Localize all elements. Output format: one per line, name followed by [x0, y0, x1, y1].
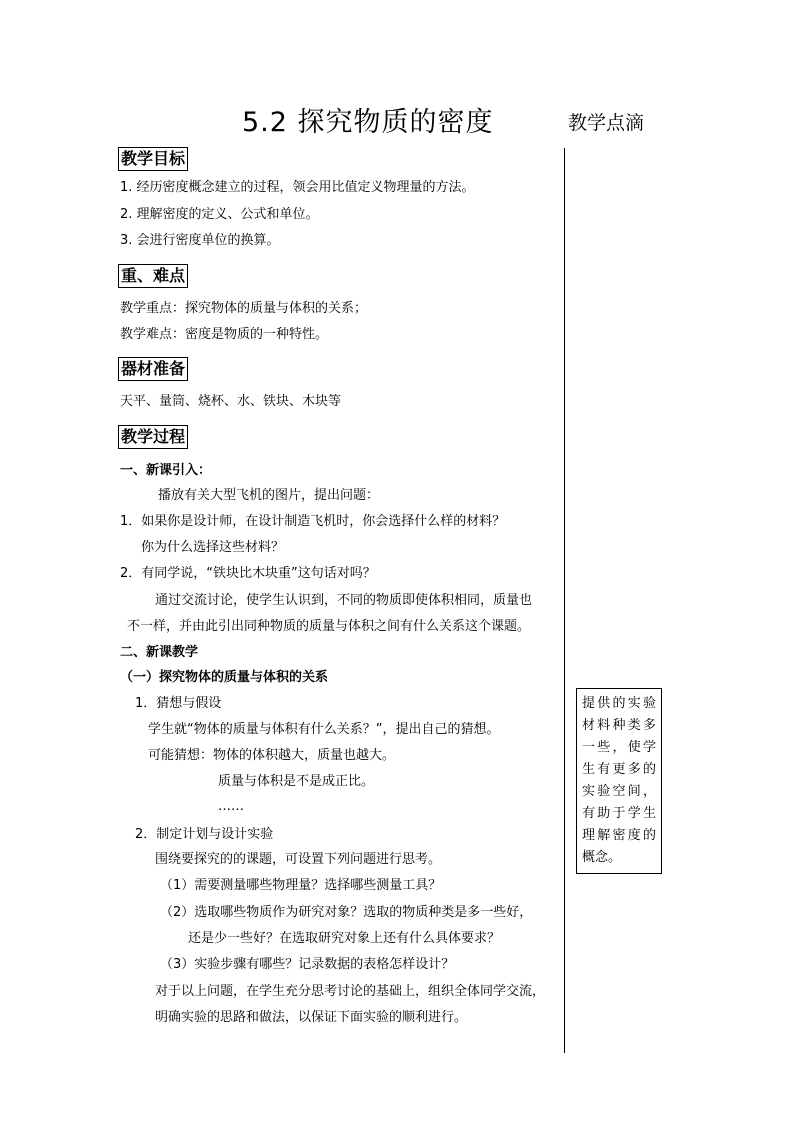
- column-divider: [564, 148, 565, 1053]
- objective-item: 1. 经历密度概念建立的过程，领会用比值定义物理量的方法。: [120, 180, 475, 195]
- process-line: 明确实验的思路和做法，以保证下面实验的顺利进行。: [155, 1010, 468, 1025]
- process-line: 1．如果你是设计师，在设计制造飞机时，你会选择什么样的材料？: [120, 514, 506, 529]
- heading-materials: 器材准备: [118, 357, 188, 381]
- materials-text: 天平、量筒、烧杯、水、铁块、木块等: [120, 394, 342, 409]
- process-line: 围绕要探究的的课题，可设置下列问题进行思考。: [155, 852, 442, 867]
- process-line: （2）选取哪些物质作为研究对象？选取的物质种类是多一些好，: [160, 905, 533, 920]
- process-line: （一）探究物体的质量与体积的关系: [120, 670, 329, 685]
- process-line: 播放有关大型飞机的图片，提出问题：: [158, 488, 380, 503]
- process-line: 学生就“物体的质量与体积有什么关系？”，提出自己的猜想。: [148, 722, 500, 737]
- process-line: 你为什么选择这些材料？: [141, 540, 285, 555]
- process-line: 可能猜想：物体的体积越大，质量也越大。: [148, 748, 396, 763]
- process-line: 一、新课引入：: [120, 463, 212, 478]
- heading-process: 教学过程: [118, 425, 188, 449]
- process-line: （3）实验步骤有哪些？记录数据的表格怎样设计？: [160, 957, 455, 972]
- process-line: 1．猜想与假设: [135, 696, 222, 711]
- process-line: 2．有同学说，“铁块比木块重”这句话对吗？: [120, 566, 376, 581]
- heading-objectives: 教学目标: [118, 147, 188, 171]
- heading-key-points: 重、难点: [118, 264, 188, 288]
- objective-item: 2. 理解密度的定义、公式和单位。: [120, 207, 319, 222]
- process-line: 质量与体积是不是成正比。: [218, 774, 375, 789]
- key-point-item: 教学重点：探究物体的质量与体积的关系；: [120, 301, 368, 316]
- process-line: （1）需要测量哪些物理量？选择哪些测量工具？: [160, 878, 442, 893]
- side-note-box: 提供的实验材料种类多一些，使学生有更多的实验空间，有助于学生理解密度的概念。: [576, 688, 662, 874]
- process-line: 对于以上问题，在学生充分思考讨论的基础上，组织全体同学交流，: [155, 984, 546, 999]
- process-line: 不一样，并由此引出同种物质的质量与体积之间有什么关系这个课题。: [127, 619, 531, 634]
- key-point-item: 教学难点：密度是物质的一种特性。: [120, 327, 329, 342]
- process-line: ……: [218, 799, 244, 814]
- side-header: 教学点滴: [568, 112, 645, 134]
- page-title: 5.2 探究物质的密度: [242, 107, 494, 138]
- objective-item: 3. 会进行密度单位的换算。: [120, 233, 280, 248]
- process-line: 通过交流讨论，使学生认识到，不同的物质即使体积相同，质量也: [155, 593, 533, 608]
- process-line: 二、新课教学: [120, 645, 199, 660]
- process-line: 还是少一些好？在选取研究对象上还有什么具体要求？: [188, 931, 501, 946]
- process-line: 2．制定计划与设计实验: [135, 827, 274, 842]
